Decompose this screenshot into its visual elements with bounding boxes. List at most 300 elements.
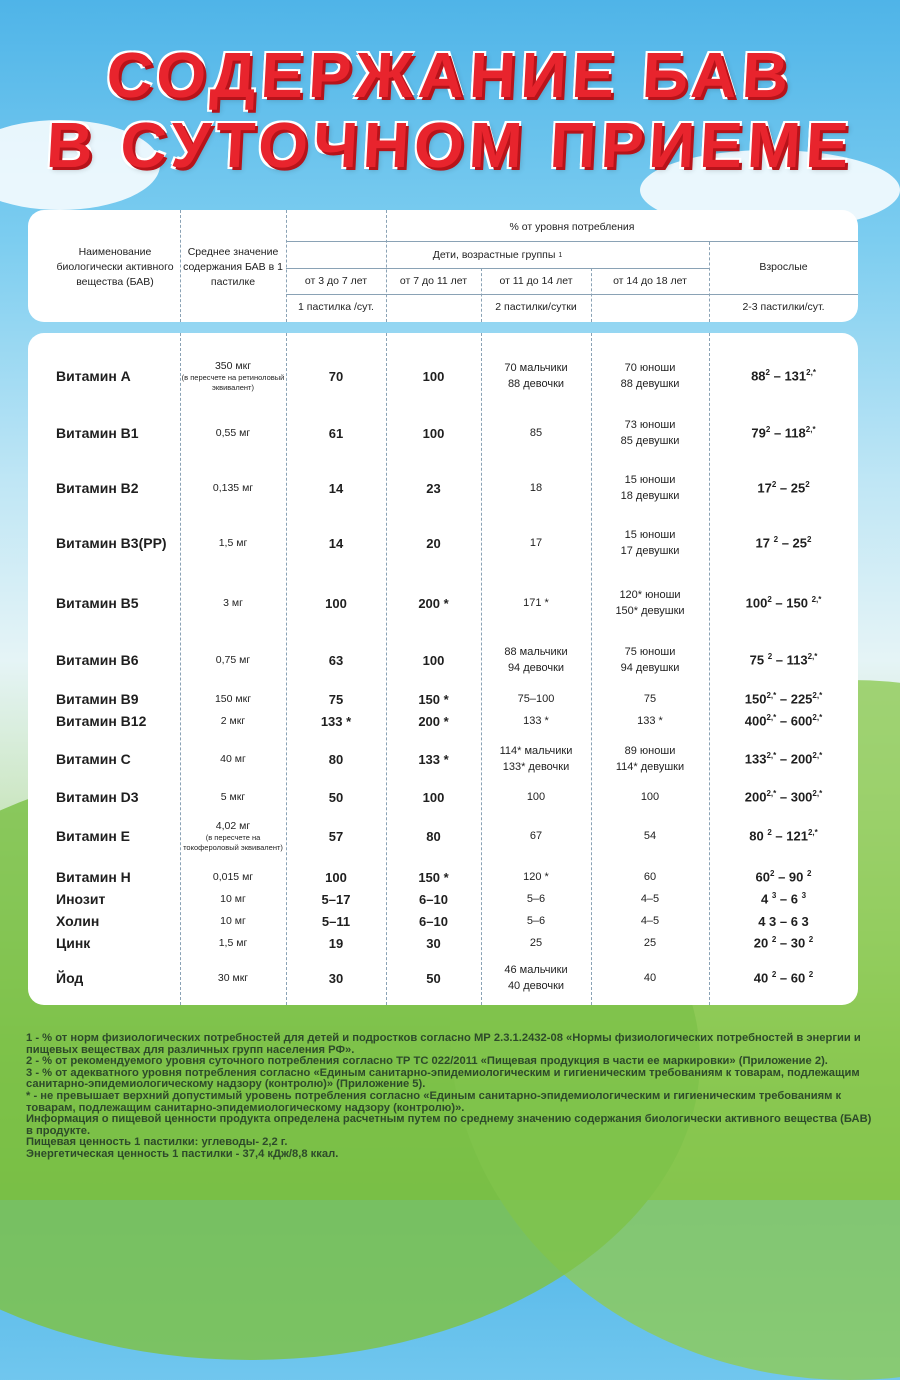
adult-range xyxy=(745,713,822,728)
value-text: 5–11 xyxy=(321,913,351,929)
grid-line xyxy=(286,210,287,322)
range-start: 17 xyxy=(757,480,772,496)
grid-line xyxy=(709,242,710,322)
table-row xyxy=(28,462,858,514)
bav-name xyxy=(56,408,139,458)
range-start-sup: 2 xyxy=(773,535,779,545)
range-end-sup: 2,* xyxy=(812,713,823,723)
value-text: 5–6 xyxy=(526,915,546,927)
amount-value: 30 мкг xyxy=(217,971,249,984)
value-text: 54 xyxy=(643,830,657,842)
value-text: 114* мальчики xyxy=(499,745,573,757)
bav-name-text: Витамин В6 xyxy=(56,652,139,668)
header-children-label: Дети, возрастные группы xyxy=(432,248,556,261)
amount-value: 3 мг xyxy=(223,596,243,609)
amount-value: 2 мкг xyxy=(220,714,246,727)
bav-amount xyxy=(180,408,286,458)
value-age-3-7 xyxy=(286,517,386,569)
value-text: 40 девочки xyxy=(507,980,565,992)
value-age-3-7 xyxy=(286,462,386,514)
bav-name xyxy=(56,738,131,780)
value-text: 85 девушки xyxy=(620,435,680,447)
table-row xyxy=(28,517,858,569)
bav-amount xyxy=(180,866,286,888)
adult-range xyxy=(758,914,809,929)
bav-name-text: Холин xyxy=(56,913,100,929)
value-text: 94 девочки xyxy=(507,662,565,674)
value-text: 6–10 xyxy=(419,891,448,907)
range-end: – 30 xyxy=(776,935,809,951)
bav-name-text: Витамин В9 xyxy=(56,691,139,707)
amount-value: 0,55 мг xyxy=(215,426,251,439)
footnote: Пищевая ценность 1 пастилки: углеводы- 2,2 г. xyxy=(26,1136,288,1149)
value-age-3-7 xyxy=(286,635,386,685)
range-start: 100 xyxy=(745,595,768,611)
value-age-14-18 xyxy=(591,932,709,954)
bav-name xyxy=(56,910,99,932)
value-adults xyxy=(709,635,858,685)
value-text: 40 xyxy=(643,972,657,984)
table-row xyxy=(28,812,858,860)
range-start: 17 xyxy=(755,535,774,551)
table-row xyxy=(28,958,858,998)
value-text: 63 xyxy=(328,652,344,668)
value-adults xyxy=(709,688,858,710)
range-end: – 118 xyxy=(770,425,806,441)
bav-name xyxy=(56,866,131,888)
value-text: 50 xyxy=(426,970,441,986)
bav-name xyxy=(56,784,139,810)
table-row xyxy=(28,408,858,458)
bav-name-text: Инозит xyxy=(56,891,106,907)
value-text: 100 xyxy=(422,368,445,384)
value-text: 133 * xyxy=(523,715,549,727)
value-adults xyxy=(709,784,858,810)
bav-amount xyxy=(180,517,286,569)
range-start: 75 xyxy=(749,652,768,668)
table-row xyxy=(28,784,858,810)
range-end: – 300 xyxy=(776,789,813,805)
bav-name xyxy=(56,710,146,732)
bav-name-text: Витамин С xyxy=(56,751,131,767)
value-age-3-7 xyxy=(286,958,386,998)
bav-name xyxy=(56,932,90,954)
value-age-7-11 xyxy=(386,738,481,780)
header-age-1: от 3 до 7 лет xyxy=(304,274,368,287)
value-text: 6–10 xyxy=(419,913,448,929)
value-text: 75 xyxy=(328,691,344,707)
range-end-sup: 2,* xyxy=(812,789,823,799)
header-percent-title: % от уровня потребления xyxy=(509,220,635,233)
value-age-14-18 xyxy=(591,866,709,888)
value-text: 19 xyxy=(328,935,344,951)
value-text: 80 xyxy=(426,828,441,844)
value-adults xyxy=(709,910,858,932)
value-adults xyxy=(709,517,858,569)
bav-name-text: Цинк xyxy=(56,935,91,951)
value-age-7-11 xyxy=(386,462,481,514)
range-end-sup: 2,* xyxy=(812,751,823,761)
range-start-sup: 2,* xyxy=(766,713,777,723)
bav-name xyxy=(56,517,167,569)
header-name-col: Наименование биологически активного вещества (БАВ) xyxy=(56,245,174,288)
table-row xyxy=(28,738,858,780)
bav-name-text: Витамин В12 xyxy=(56,713,147,729)
amount-value: 10 мг xyxy=(220,914,246,927)
bav-amount xyxy=(180,812,286,860)
grid-line xyxy=(286,241,858,242)
bav-name xyxy=(56,688,139,710)
adult-range xyxy=(745,751,822,766)
value-text: 133 * xyxy=(320,713,352,729)
value-text: 73 юноши xyxy=(624,419,676,431)
range-start: 4 3 – 6 3 xyxy=(758,913,809,929)
range-start: 20 xyxy=(753,935,772,951)
range-end-sup: 2 xyxy=(805,480,810,490)
bav-name xyxy=(56,888,105,910)
range-end: – 6 xyxy=(776,891,802,907)
adult-range xyxy=(756,869,812,884)
value-text: 100 xyxy=(325,869,347,885)
value-text: 70 мальчики xyxy=(504,362,568,374)
adult-range xyxy=(754,970,814,985)
range-end-sup: 2 xyxy=(808,935,814,945)
grid-line xyxy=(386,210,387,322)
value-text: 5–6 xyxy=(526,893,546,905)
footnote: 3 - % от адекватного уровня потребления согласно «Единым санитарно-эпидемиологическим и гигиеническим требованиям к товарам, подлежащим санитарно-эпидемиологическому надзору (контролю)» (Приложение 5). xyxy=(26,1066,860,1091)
value-adults xyxy=(709,888,858,910)
bav-name xyxy=(56,635,139,685)
value-age-7-11 xyxy=(386,910,481,932)
value-age-7-11 xyxy=(386,346,481,406)
adult-range xyxy=(751,425,815,440)
value-age-3-7 xyxy=(286,866,386,888)
value-age-11-14 xyxy=(481,575,591,631)
footnote: 2 - % от рекомендуемого уровня суточного потребления согласно ТР ТС 022/2011 «Пищевая продукция в части ее маркировки» (Приложение 2). xyxy=(26,1055,828,1068)
value-adults xyxy=(709,346,858,406)
value-age-14-18 xyxy=(591,462,709,514)
amount-value: 1,5 мг xyxy=(218,536,248,549)
amount-value: 10 мг xyxy=(220,892,246,905)
value-age-3-7 xyxy=(286,575,386,631)
value-age-7-11 xyxy=(386,575,481,631)
adult-range xyxy=(749,828,817,843)
value-text: 5–17 xyxy=(321,891,351,907)
range-end: – 25 xyxy=(776,480,806,496)
value-text: 70 юноши xyxy=(624,362,676,374)
bav-amount xyxy=(180,932,286,954)
value-text: 15 юноши xyxy=(624,474,676,486)
value-text: 75 xyxy=(643,693,657,705)
range-start: 60 xyxy=(755,869,771,885)
footnote: Информация о пищевой ценности продукта определена расчетным путем по среднему значению содержания биологически активного вещества (БАВ) в продукте. xyxy=(26,1113,872,1137)
footnotes xyxy=(26,1033,876,1161)
value-age-7-11 xyxy=(386,517,481,569)
value-age-3-7 xyxy=(286,888,386,910)
value-text: 150* девушки xyxy=(615,605,685,617)
value-adults xyxy=(709,710,858,732)
range-start-sup: 2 xyxy=(771,480,777,490)
bav-name xyxy=(56,958,83,998)
value-age-14-18 xyxy=(591,888,709,910)
value-age-11-14 xyxy=(481,888,591,910)
range-end-sup: 2,* xyxy=(807,828,818,838)
range-start-sup: 2 xyxy=(771,935,777,945)
value-text: 46 мальчики xyxy=(504,964,568,976)
value-text: 150 * xyxy=(418,869,449,885)
value-age-7-11 xyxy=(386,688,481,710)
range-end: – 25 xyxy=(778,535,807,551)
value-age-11-14 xyxy=(481,635,591,685)
value-text: 30 xyxy=(328,970,344,986)
value-age-14-18 xyxy=(591,710,709,732)
value-age-3-7 xyxy=(286,688,386,710)
value-age-14-18 xyxy=(591,517,709,569)
value-age-11-14 xyxy=(481,958,591,998)
amount-note: (в пересчете на ретиноловый эквивалент) xyxy=(181,372,285,392)
value-text: 88 девочки xyxy=(507,378,565,390)
bav-name-text: Витамин В3(РР) xyxy=(56,535,167,551)
grid-line xyxy=(180,210,181,322)
value-text: 75–100 xyxy=(517,693,555,705)
value-text: 70 xyxy=(328,368,344,384)
value-age-14-18 xyxy=(591,575,709,631)
range-end: – 121 xyxy=(771,828,808,844)
footnote: 1 - % от норм физиологических потребностей для детей и подростков согласно МР 2.3.1.2432-08 «Нормы физиологических потребностей в энергии и пищевых веществах для различных групп населения РФ». xyxy=(26,1032,861,1056)
bav-name-text: Витамин Е xyxy=(56,828,131,844)
range-start: 79 xyxy=(751,425,766,441)
range-end: – 200 xyxy=(776,751,813,767)
value-text: 25 xyxy=(529,937,543,949)
value-text: 60 xyxy=(643,871,657,883)
bav-amount xyxy=(180,784,286,810)
table-row xyxy=(28,688,858,710)
adult-range xyxy=(756,535,812,550)
grid-line xyxy=(481,268,482,322)
adult-range xyxy=(750,652,818,667)
value-age-7-11 xyxy=(386,888,481,910)
value-age-11-14 xyxy=(481,462,591,514)
bav-amount xyxy=(180,710,286,732)
page-title-line1: СОДЕРЖАНИЕ БАВ xyxy=(104,39,796,111)
range-start-sup: 2,* xyxy=(766,691,777,701)
range-start: 200 xyxy=(744,789,767,805)
bav-amount xyxy=(180,888,286,910)
value-text: 100 xyxy=(640,791,660,803)
range-end-sup: 3 xyxy=(801,891,807,901)
range-end-sup: 2,* xyxy=(806,368,816,378)
range-end: – 60 xyxy=(776,970,809,986)
range-start: 80 xyxy=(749,828,768,844)
value-age-7-11 xyxy=(386,958,481,998)
header-children-title xyxy=(286,242,709,268)
table-row xyxy=(28,710,858,732)
range-start-sup: 2,* xyxy=(766,789,777,799)
range-end-sup: 2 xyxy=(807,869,812,879)
range-start-sup: 2 xyxy=(767,652,773,662)
value-adults xyxy=(709,462,858,514)
value-age-7-11 xyxy=(386,932,481,954)
bav-amount xyxy=(180,635,286,685)
amount-value: 150 мкг xyxy=(214,692,252,705)
bav-name-text: Йод xyxy=(56,970,84,986)
value-age-11-14 xyxy=(481,812,591,860)
table-row xyxy=(28,346,858,406)
value-adults xyxy=(709,958,858,998)
value-text: 17 девушки xyxy=(620,545,680,557)
value-text: 133 * xyxy=(418,751,449,767)
value-age-7-11 xyxy=(386,710,481,732)
range-start-sup: 2 xyxy=(765,425,771,435)
amount-note: (в пересчете на токофероловый эквивалент) xyxy=(183,832,283,852)
table-row xyxy=(28,575,858,631)
adult-range xyxy=(745,789,822,804)
range-start-sup: 2,* xyxy=(766,751,777,761)
bav-name-text: Витамин В1 xyxy=(56,425,139,441)
range-start: 88 xyxy=(751,368,766,384)
table-row xyxy=(28,910,858,932)
range-end: – 600 xyxy=(776,713,813,729)
value-age-11-14 xyxy=(481,932,591,954)
value-text: 15 юноши xyxy=(624,529,676,541)
value-age-7-11 xyxy=(386,408,481,458)
adult-range xyxy=(761,891,806,906)
value-age-14-18 xyxy=(591,635,709,685)
value-text: 17 xyxy=(529,537,543,549)
header-age-4: от 14 до 18 лет xyxy=(613,274,687,287)
value-text: 14 xyxy=(328,535,344,551)
value-age-14-18 xyxy=(591,812,709,860)
range-end-sup: 2 xyxy=(808,970,814,980)
value-text: 133 * xyxy=(637,715,663,727)
value-text: 50 xyxy=(328,789,344,805)
value-age-3-7 xyxy=(286,738,386,780)
value-age-14-18 xyxy=(591,688,709,710)
bav-name xyxy=(56,575,139,631)
value-age-14-18 xyxy=(591,784,709,810)
adult-range xyxy=(751,368,816,383)
value-text: 88 мальчики xyxy=(504,646,568,658)
grid-line xyxy=(591,268,592,322)
grid-line xyxy=(286,294,858,295)
value-adults xyxy=(709,932,858,954)
value-text: 100 xyxy=(325,595,347,611)
range-end-sup: 2,* xyxy=(812,691,823,701)
value-text: 4–5 xyxy=(640,893,660,905)
value-age-14-18 xyxy=(591,346,709,406)
value-age-11-14 xyxy=(481,910,591,932)
value-text: 23 xyxy=(426,480,441,496)
bav-name xyxy=(56,346,131,406)
footnote: Энергетическая ценность 1 пастилки - 37,4 кДж/8,8 ккал. xyxy=(26,1147,339,1160)
bav-name xyxy=(56,462,139,514)
range-end-sup: 2,* xyxy=(805,425,816,435)
value-age-14-18 xyxy=(591,738,709,780)
range-end-sup: 2,* xyxy=(807,652,818,662)
amount-value: 350 мкг xyxy=(214,359,252,372)
adult-range xyxy=(757,480,809,495)
value-text: 100 xyxy=(526,791,546,803)
range-start-sup: 2 xyxy=(767,828,772,838)
footnote: * - не превышает верхний допустимый уровень потребления согласно «Единым санитарно-эпидемиологическим и гигиеническим требованиям к товарам, подлежащим санитарно-эпидемиологическому надзору (контролю)». xyxy=(26,1089,842,1114)
grid-line xyxy=(286,268,709,269)
range-start: 40 xyxy=(753,970,772,986)
bav-amount xyxy=(180,575,286,631)
value-text: 85 xyxy=(529,427,543,439)
value-text: 75 юноши xyxy=(624,646,676,658)
value-age-7-11 xyxy=(386,784,481,810)
range-start-sup: 2 xyxy=(765,368,770,378)
range-end: – 113 xyxy=(772,652,808,668)
range-end: – 131 xyxy=(769,368,807,384)
value-text: 80 xyxy=(328,751,344,767)
value-age-3-7 xyxy=(286,932,386,954)
value-text: 200 * xyxy=(418,713,449,729)
range-end: – 225 xyxy=(776,691,813,707)
range-start: 150 xyxy=(744,691,767,707)
value-text: 14 xyxy=(328,480,344,496)
value-age-3-7 xyxy=(286,408,386,458)
page-title-line2: В СУТОЧНОМ ПРИЕМЕ xyxy=(44,109,856,181)
adult-range xyxy=(745,691,822,706)
header-age-3: от 11 до 14 лет xyxy=(499,274,573,287)
range-start: 133 xyxy=(744,751,767,767)
range-start-sup: 2 xyxy=(771,970,777,980)
value-age-7-11 xyxy=(386,866,481,888)
header-dose-1: 1 пастилка /сут. xyxy=(298,300,374,313)
value-age-14-18 xyxy=(591,910,709,932)
range-end: – 90 xyxy=(774,869,807,885)
header-dose-2: 2 пастилки/сутки xyxy=(495,300,577,313)
table-row xyxy=(28,932,858,954)
range-end: – 150 xyxy=(771,595,812,611)
bav-name-text: Витамин А xyxy=(56,368,131,384)
range-start: 4 xyxy=(760,891,772,907)
value-text: 100 xyxy=(422,789,445,805)
bav-name-text: Витамин Н xyxy=(56,869,131,885)
table-row xyxy=(28,866,858,888)
value-text: 89 юноши xyxy=(624,745,676,757)
amount-value: 4,02 мг xyxy=(215,819,251,832)
value-text: 120* юноши xyxy=(619,589,681,601)
range-start: 400 xyxy=(744,713,767,729)
range-end-sup: 2,* xyxy=(811,595,822,605)
value-text: 30 xyxy=(426,935,441,951)
value-adults xyxy=(709,408,858,458)
bav-amount xyxy=(180,462,286,514)
value-text: 94 девушки xyxy=(620,662,680,674)
value-age-7-11 xyxy=(386,812,481,860)
value-age-14-18 xyxy=(591,408,709,458)
value-adults xyxy=(709,575,858,631)
adult-range xyxy=(746,595,822,610)
value-text: 18 xyxy=(529,482,543,494)
value-text: 200 * xyxy=(418,595,449,611)
value-age-11-14 xyxy=(481,688,591,710)
value-text: 133* девочки xyxy=(502,761,570,773)
bav-name-text: Витамин В2 xyxy=(56,480,139,496)
value-text: 18 девушки xyxy=(620,490,680,502)
amount-value: 40 мг xyxy=(220,752,246,765)
amount-value: 1,5 мг xyxy=(218,936,248,949)
table-header xyxy=(28,210,858,322)
value-age-7-11 xyxy=(386,635,481,685)
value-age-11-14 xyxy=(481,738,591,780)
value-adults xyxy=(709,738,858,780)
value-text: 57 xyxy=(328,828,344,844)
value-age-11-14 xyxy=(481,710,591,732)
header-amount-col: Среднее значение содержания БАВ в 1 пастилке xyxy=(183,245,283,288)
